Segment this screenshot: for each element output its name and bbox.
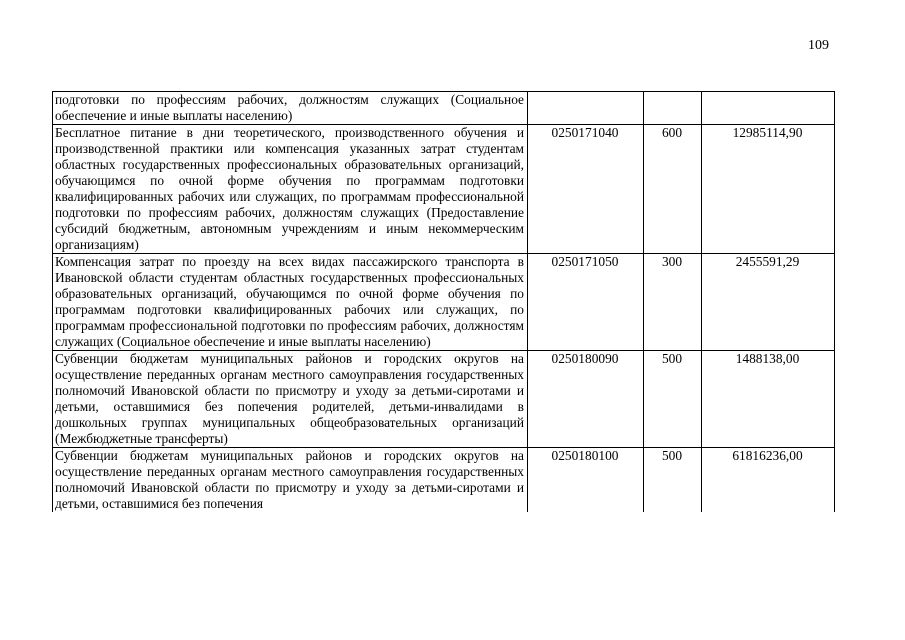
row-expense-type: 500 [644,351,702,448]
table-row [53,125,835,254]
row-description: Бесплатное питание в дни теоретического, производственного обучения и производственной практики или компенсация указанных затрат студентам областных государственных профессиональных образовательных организаций, обучающимся по очной форме обучения по программам подготовки квалифицированных рабочих или служащих, по программам профессиональной подготовки по профессиям рабочих, должностям служащих (Предоставление субсидий бюджетным, автономным учреждениям и иным некоммерческим организациям) [53,125,528,254]
row-amount: 2455591,29 [702,254,835,351]
row-target-code: 0250180090 [528,351,644,448]
table-row [53,92,835,125]
table-row [53,254,835,351]
budget-table [52,91,835,512]
row-expense-type: 600 [644,125,702,254]
row-amount: 12985114,90 [702,125,835,254]
row-target-code [528,92,644,125]
row-expense-type: 500 [644,448,702,513]
row-target-code: 0250171050 [528,254,644,351]
row-target-code: 0250171040 [528,125,644,254]
row-description: Субвенции бюджетам муниципальных районов и городских округов на осуществление переданных органам местного самоуправления государственных полномочий Ивановской области по присмотру и уходу за детьми-сиротами и детьми, оставшимися без попечения [53,448,528,513]
row-expense-type: 300 [644,254,702,351]
row-amount: 61816236,00 [702,448,835,513]
row-expense-type [644,92,702,125]
row-description: Субвенции бюджетам муниципальных районов и городских округов на осуществление переданных органам местного самоуправления государственных полномочий Ивановской области по присмотру и уходу за детьми-сиротами и детьми, оставшимися без попечения родителей, детьми-инвалидами в дошкольных группах муниципальных общеобразовательных организаций (Межбюджетные трансферты) [53,351,528,448]
row-description: Компенсация затрат по проезду на всех видах пассажирского транспорта в Ивановской области студентам областных государственных профессиональных образовательных организаций, обучающимся по очной форме обучения по программам подготовки квалифицированных рабочих или служащих, по программам профессиональной подготовки по профессиям рабочих, должностям служащих (Социальное обеспечение и иные выплаты населению) [53,254,528,351]
table-row [53,448,835,513]
row-description: подготовки по профессиям рабочих, должностям служащих (Социальное обеспечение и иные выплаты населению) [53,92,528,125]
row-amount [702,92,835,125]
row-amount: 1488138,00 [702,351,835,448]
page-number: 109 [808,38,829,53]
row-target-code: 0250180100 [528,448,644,513]
table-row [53,351,835,448]
